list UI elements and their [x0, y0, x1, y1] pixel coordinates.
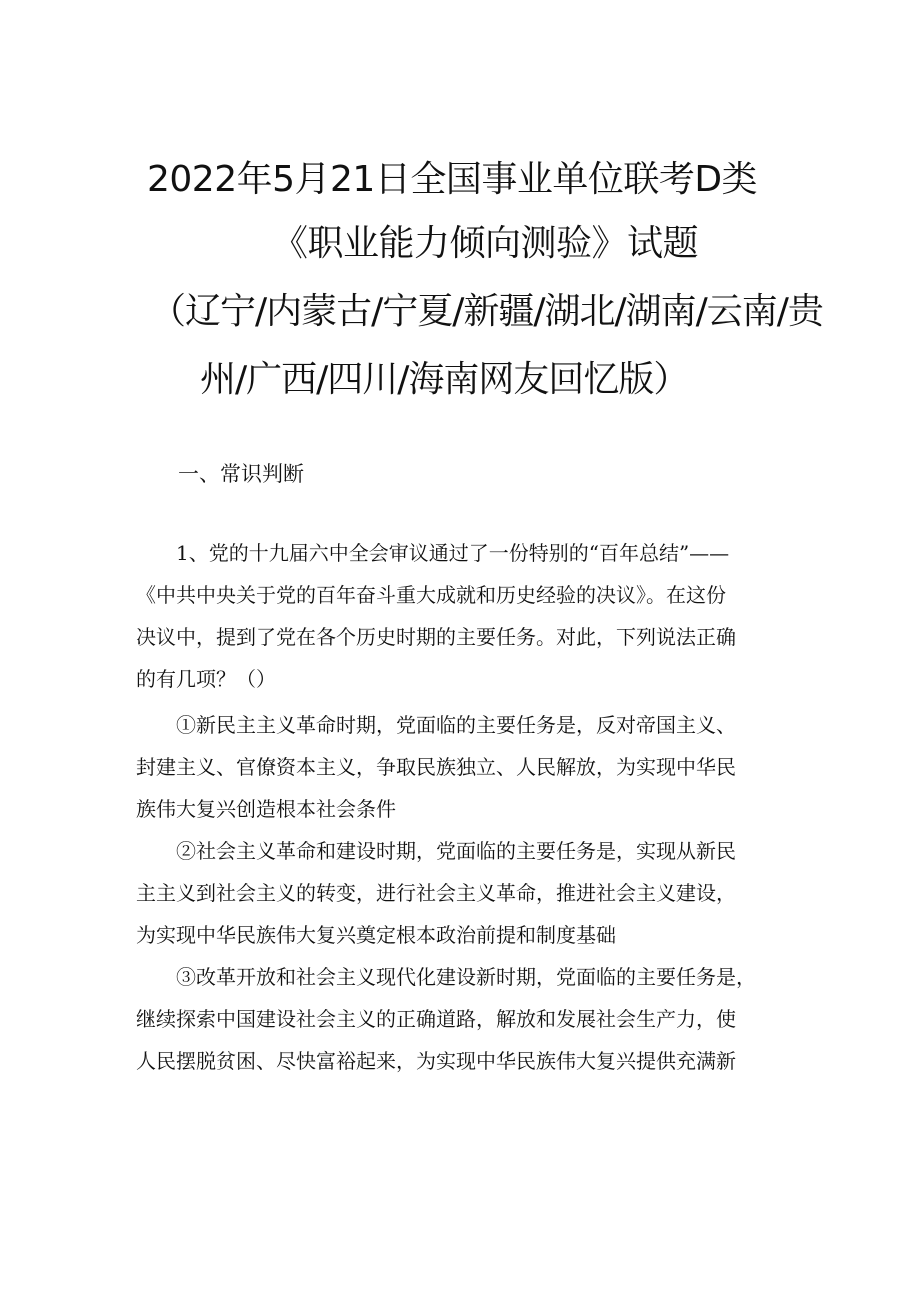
- question-1-text: [136, 532, 796, 700]
- title-line-3: （辽宁/内蒙古/宁夏/新疆/湖北/湖南/云南/贵: [150, 291, 823, 332]
- option-1-text: [136, 704, 796, 830]
- option-2-line: 为实现中华民族伟大复兴奠定根本政治前提和制度基础: [136, 923, 616, 947]
- option-1-line: ①新民主主义革命时期，党面临的主要任务是，反对帝国主义、: [136, 713, 736, 737]
- question-1-line: 《中共中央关于党的百年奋斗重大成就和历史经验的决议》。在这份: [136, 583, 726, 607]
- option-2-line: 主主义到社会主义的转变，进行社会主义革命，推进社会主义建设，: [136, 881, 736, 905]
- question-1-line: 决议中，提到了党在各个历史时期的主要任务。对此，下列说法正确: [136, 625, 736, 649]
- question-1-line: 1、党的十九届六中全会审议通过了一份特别的“百年总结”——: [136, 541, 730, 565]
- section-heading: 一、常识判断: [178, 462, 304, 486]
- title-line-1: 2022年5月21日全国事业单位联考D类: [147, 159, 758, 200]
- option-3-line: ③改革开放和社会主义现代化建设新时期，党面临的主要任务是，: [136, 965, 756, 989]
- option-3-text: [136, 956, 796, 1082]
- option-2-line: ②社会主义革命和建设时期，党面临的主要任务是，实现从新民: [136, 839, 736, 863]
- option-1-line: 族伟大复兴创造根本社会条件: [136, 797, 396, 821]
- title-line-4: 州/广西/四川/海南网友回忆版）: [200, 359, 689, 400]
- option-3-line: 继续探索中国建设社会主义的正确道路，解放和发展社会生产力，使: [136, 1007, 736, 1031]
- option-1-line: 封建主义、官僚资本主义，争取民族独立、人民解放，为实现中华民: [136, 755, 736, 779]
- option-3-line: 人民摆脱贫困、尽快富裕起来，为实现中华民族伟大复兴提供充满新: [136, 1049, 736, 1073]
- option-2-text: [136, 830, 796, 956]
- question-1-line: 的有几项？（）: [136, 667, 276, 691]
- title-line-2: 《职业能力倾向测验》试题: [272, 223, 699, 264]
